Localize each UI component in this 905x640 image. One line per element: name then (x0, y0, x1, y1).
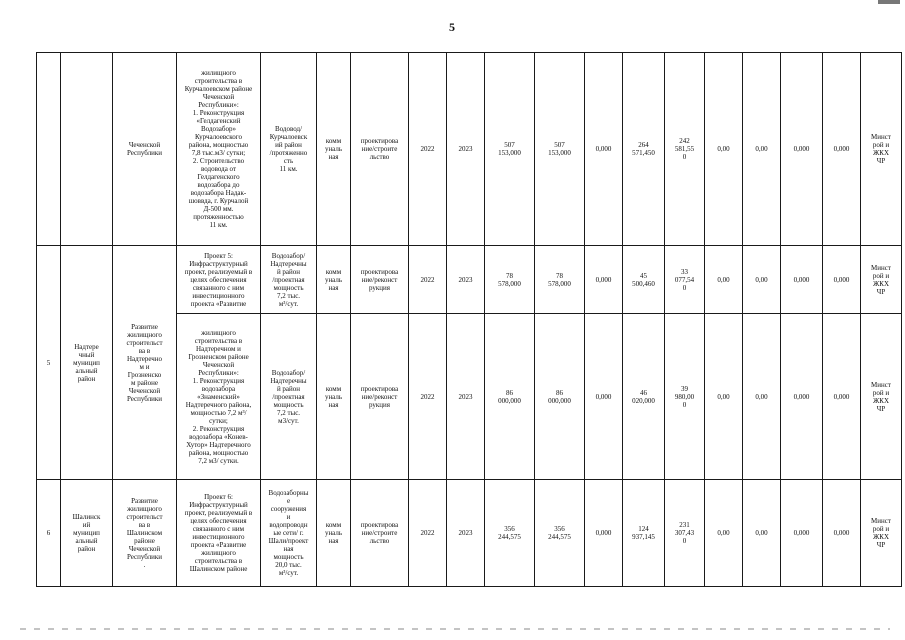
district-cell (61, 53, 113, 246)
work-cell: проектирова ние/реконст рукция (351, 314, 409, 480)
total-financing-cell: 86 000,000 (535, 314, 585, 480)
value-cell: 242 581,55 0 (665, 53, 705, 246)
value-cell: 33 077,54 0 (665, 246, 705, 314)
value-cell: 231 307,43 0 (665, 480, 705, 587)
value-cell: 0,00 (743, 246, 781, 314)
start-year-cell: 2022 (409, 53, 447, 246)
value-cell: 0,000 (823, 480, 861, 587)
row-number-cell: 6 (37, 480, 61, 587)
ministry-cell: Минст рой и ЖКХ ЧР (861, 53, 902, 246)
type-cell: комм уналь ная (317, 480, 351, 587)
start-year-cell: 2022 (409, 246, 447, 314)
row-number-cell (37, 53, 61, 246)
end-year-cell: 2023 (447, 246, 485, 314)
scan-edge-mark (878, 0, 900, 4)
total-financing-cell: 356 244,575 (535, 480, 585, 587)
object-cell: Водозаборны е сооружения и водопроводн ые сети/ г. Шали/проект ная мощность 20,0 тыс. м³/сут. (261, 480, 317, 587)
end-year-cell: 2023 (447, 53, 485, 246)
goal-cell: Развитие жилищного строительст ва в Надтеречно м и Грозненско м районе Чеченской Республики (113, 246, 177, 480)
type-cell: комм уналь ная (317, 53, 351, 246)
start-year-cell: 2022 (409, 314, 447, 480)
value-cell: 0,000 (781, 314, 823, 480)
project-cell: жилищного строительства в Надтеречном и Грозненском районе Чеченской Республики»: 1. Реконструкция водозабора «Знаменский» Надтеречного района, мощностью 7,2 м³/ сутки; 2. Реконструкция водозабора «Конев- Хутор» Надтеречного района, мощностью 7,2 м3/ сутки. (177, 314, 261, 480)
end-year-cell: 2023 (447, 314, 485, 480)
start-year-cell: 2022 (409, 480, 447, 587)
value-cell: 0,000 (585, 314, 623, 480)
value-cell: 0,00 (743, 314, 781, 480)
type-cell: комм уналь ная (317, 314, 351, 480)
table-row (37, 246, 902, 314)
value-cell: 45 500,460 (623, 246, 665, 314)
value-cell: 0,00 (705, 314, 743, 480)
work-cell: проектирова ние/строите льство (351, 480, 409, 587)
value-cell: 39 980,00 0 (665, 314, 705, 480)
value-cell: 0,000 (585, 246, 623, 314)
value-cell: 0,000 (781, 480, 823, 587)
project-cell: Проект 6: Инфраструктурный проект, реализуемый в целях обеспечения связанного с ним инвестиционного проекта «Развитие жилищного строительства в Шалинском районе (177, 480, 261, 587)
end-year-cell: 2023 (447, 480, 485, 587)
scan-artifact-line (20, 628, 890, 630)
district-cell: Шалинск ий муницип альный район (61, 480, 113, 587)
project-cell: Проект 5: Инфраструктурный проект, реализуемый в целях обеспечения связанного с ним инвестиционного проекта «Развитие (177, 246, 261, 314)
total-cost-cell: 78 578,000 (485, 246, 535, 314)
work-cell: проектирова ние/реконст рукция (351, 246, 409, 314)
value-cell: 0,00 (705, 246, 743, 314)
work-cell: проектирова ние/строите льство (351, 53, 409, 246)
projects-table (36, 52, 902, 587)
row-number-cell: 5 (37, 246, 61, 480)
value-cell: 0,000 (823, 246, 861, 314)
ministry-cell: Минст рой и ЖКХ ЧР (861, 314, 902, 480)
total-cost-cell: 356 244,575 (485, 480, 535, 587)
value-cell: 264 571,450 (623, 53, 665, 246)
value-cell: 0,00 (705, 53, 743, 246)
value-cell: 0,000 (823, 314, 861, 480)
ministry-cell: Минст рой и ЖКХ ЧР (861, 246, 902, 314)
total-financing-cell: 507 153,000 (535, 53, 585, 246)
value-cell: 0,000 (585, 53, 623, 246)
value-cell: 0,00 (743, 53, 781, 246)
value-cell: 124 937,145 (623, 480, 665, 587)
value-cell: 0,000 (781, 53, 823, 246)
total-financing-cell: 78 578,000 (535, 246, 585, 314)
table-row (37, 480, 902, 587)
table-row (37, 53, 902, 246)
total-cost-cell: 507 153,000 (485, 53, 535, 246)
object-cell: Водозабор/ Надтеречны й район /проектная мощность 7,2 тыс. м³/сут. (261, 246, 317, 314)
object-cell: Водовод/ Курчалоевск ий район /протяженно сть 11 км. (261, 53, 317, 246)
total-cost-cell: 86 000,000 (485, 314, 535, 480)
value-cell: 0,00 (743, 480, 781, 587)
page-number: 5 (449, 20, 455, 34)
value-cell: 0,00 (705, 480, 743, 587)
value-cell: 0,000 (585, 480, 623, 587)
value-cell: 0,000 (823, 53, 861, 246)
type-cell: комм уналь ная (317, 246, 351, 314)
value-cell: 0,000 (781, 246, 823, 314)
value-cell: 46 020,000 (623, 314, 665, 480)
goal-cell: Развитие жилищного строительст ва в Шалинском районе Чеченской Республики . (113, 480, 177, 587)
district-cell: Надтере чный муницип альный район (61, 246, 113, 480)
goal-cell: Чеченской Республики (113, 53, 177, 246)
object-cell: Водозабор/ Надтеречны й район /проектная мощность 7,2 тыс. м3/сут. (261, 314, 317, 480)
project-cell: жилищного строительства в Курчалоевском районе Чеченской Республики»: 1. Реконструкция «Гелдагенский Водозабор» Курчалоевского района, мощностью 7,8 тыс.м3/ сутки; 2. Строительство водовода от Гелдагенского водозабора до водозабора Надак- шоввда, г. Курчалой Д-500 мм. протяженностью 11 км. (177, 53, 261, 246)
ministry-cell: Минст рой и ЖКХ ЧР (861, 480, 902, 587)
